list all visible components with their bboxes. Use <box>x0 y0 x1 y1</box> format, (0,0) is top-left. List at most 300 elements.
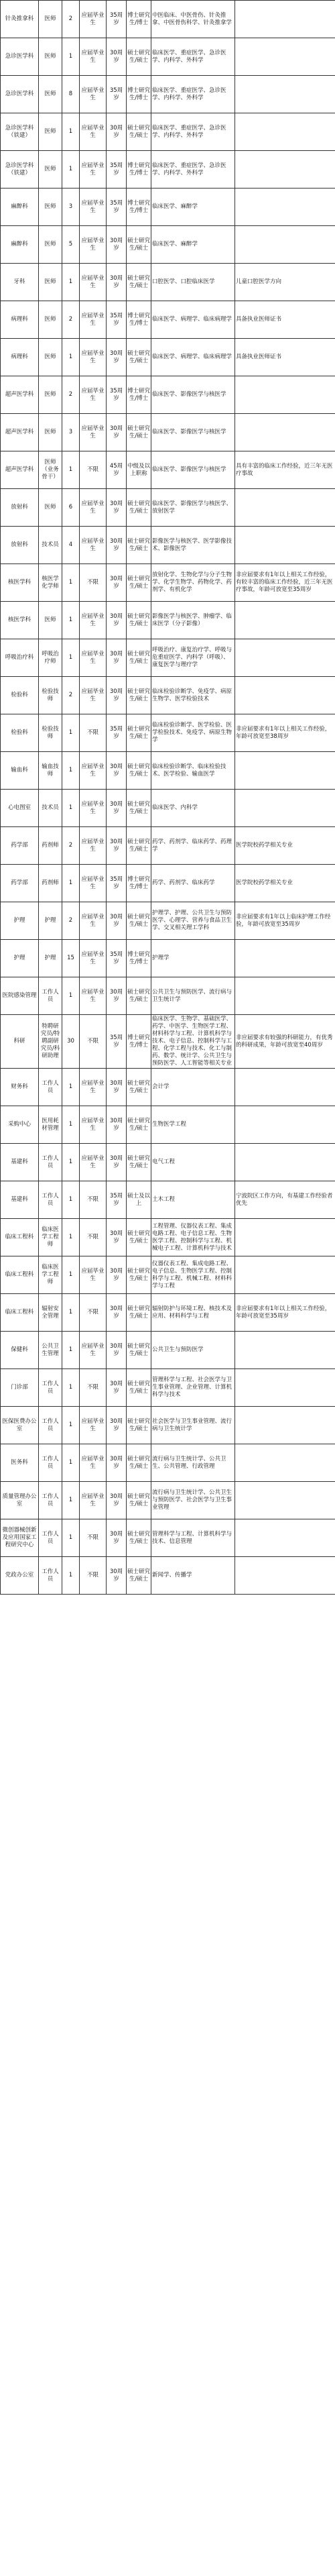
education-cell: 硕士研究生/硕士 <box>127 1332 151 1369</box>
post-cell: 医师 <box>39 414 62 451</box>
count-cell: 1 <box>62 339 80 376</box>
requirement-cell <box>235 1106 335 1144</box>
requirement-cell <box>235 1219 335 1256</box>
dept-cell: 药学部 <box>1 865 39 902</box>
requirement-cell <box>235 76 335 113</box>
education-cell: 硕士研究生/硕士 <box>127 790 151 827</box>
requirement-cell <box>235 1482 335 1519</box>
education-cell: 博士研究生/博士 <box>127 151 151 189</box>
dept-cell: 病理科 <box>1 301 39 339</box>
age-cell: 35周岁 <box>107 1181 127 1219</box>
dept-cell: 保健科 <box>1 1332 39 1369</box>
count-cell: 2 <box>62 677 80 714</box>
table-row <box>1 790 335 827</box>
table-row <box>1 226 335 264</box>
count-cell: 3 <box>62 414 80 451</box>
source-cell: 应届毕业生 <box>80 113 107 151</box>
dept-cell: 呼吸治疗科 <box>1 639 39 677</box>
source-cell: 应届毕业生 <box>80 752 107 790</box>
post-cell: 临床医学工程师 <box>39 1219 62 1256</box>
education-cell: 硕士及以上 <box>127 1181 151 1219</box>
table-row <box>1 639 335 677</box>
requirement-cell: 非应届要求有较强的科研能力，有优秀的科研成果，年龄可放宽至40周岁 <box>235 1015 335 1069</box>
age-cell: 30周岁 <box>107 489 127 527</box>
count-cell: 1 <box>62 1444 80 1482</box>
age-cell: 30周岁 <box>107 1557 127 1595</box>
count-cell: 1 <box>62 602 80 639</box>
major-cell: 临床检验诊断学、临床检验技术、医学检验、输血医学 <box>151 752 235 790</box>
requirement-cell: 宁波院区工作方向，有基建工作经验者优先 <box>235 1181 335 1219</box>
age-cell: 30周岁 <box>107 339 127 376</box>
education-cell: 硕士研究生/硕士 <box>127 1444 151 1482</box>
count-cell: 1 <box>62 714 80 752</box>
dept-cell: 心电图室 <box>1 790 39 827</box>
count-cell: 1 <box>62 1519 80 1557</box>
post-cell: 工作人员 <box>39 1444 62 1482</box>
dept-cell: 临床工程科 <box>1 1219 39 1256</box>
dept-cell: 检验科 <box>1 714 39 752</box>
post-cell: 工作人员 <box>39 977 62 1015</box>
source-cell: 不限 <box>80 451 107 489</box>
post-cell: 医师 <box>39 189 62 226</box>
dept-cell: 急诊医学科 <box>1 76 39 113</box>
count-cell: 1 <box>62 451 80 489</box>
major-cell: 临床医学、影像医学与核医学 <box>151 414 235 451</box>
education-cell: 硕士研究生/硕士 <box>127 564 151 602</box>
count-cell: 1 <box>62 1332 80 1369</box>
post-cell: 工作人员 <box>39 1069 62 1106</box>
requirement-cell <box>235 226 335 264</box>
source-cell: 应届毕业生 <box>80 865 107 902</box>
major-cell: 口腔医学、口腔临床医学 <box>151 264 235 301</box>
education-cell: 中级及以上职称 <box>127 451 151 489</box>
education-cell: 硕士研究生/硕士 <box>127 113 151 151</box>
dept-cell: 牙科 <box>1 264 39 301</box>
table-row <box>1 564 335 602</box>
requirement-cell <box>235 1407 335 1444</box>
table-row <box>1 189 335 226</box>
table-row <box>1 1557 335 1595</box>
post-cell: 技术员 <box>39 790 62 827</box>
table-row <box>1 264 335 301</box>
source-cell: 不限 <box>80 1519 107 1557</box>
education-cell: 硕士研究生/硕士 <box>127 1557 151 1595</box>
education-cell: 博士研究生/博士 <box>127 76 151 113</box>
major-cell: 临床医学、病理学、临床病理学 <box>151 339 235 376</box>
age-cell: 30周岁 <box>107 38 127 76</box>
count-cell: 1 <box>62 1369 80 1407</box>
table-row <box>1 113 335 151</box>
dept-cell: 财务科 <box>1 1069 39 1106</box>
count-cell: 1 <box>62 151 80 189</box>
education-cell: 博士研究生/博士 <box>127 940 151 977</box>
requirement-cell <box>235 1519 335 1557</box>
major-cell: 流行病与卫生统计学、公共卫生与预防医学、社会医学与卫生事业管理 <box>151 1482 235 1519</box>
education-cell: 硕士研究生/硕士 <box>127 602 151 639</box>
age-cell: 30周岁 <box>107 677 127 714</box>
count-cell: 1 <box>62 790 80 827</box>
dept-cell: 医务科 <box>1 1444 39 1482</box>
source-cell: 应届毕业生 <box>80 151 107 189</box>
count-cell: 5 <box>62 226 80 264</box>
major-cell: 临床医学、影像医学与核医学、放射医学 <box>151 489 235 527</box>
requirement-cell <box>235 1069 335 1106</box>
post-cell: 工作人员 <box>39 1557 62 1595</box>
table-row <box>1 865 335 902</box>
age-cell: 30周岁 <box>107 113 127 151</box>
table-row <box>1 376 335 414</box>
table-row <box>1 1 335 38</box>
requirement-cell <box>235 113 335 151</box>
major-cell: 临床医学、重症医学、急诊医学、内科学、外科学 <box>151 38 235 76</box>
education-cell: 博士研究生/博士 <box>127 189 151 226</box>
major-cell: 临床医学、麻醉学 <box>151 189 235 226</box>
education-cell: 硕士研究生/硕士 <box>127 339 151 376</box>
post-cell: 检验技师 <box>39 714 62 752</box>
count-cell: 1 <box>62 1482 80 1519</box>
education-cell: 硕士研究生/硕士 <box>127 977 151 1015</box>
count-cell: 1 <box>62 1181 80 1219</box>
source-cell: 应届毕业生 <box>80 1256 107 1294</box>
dept-cell: 超声医学科 <box>1 414 39 451</box>
age-cell: 30周岁 <box>107 1407 127 1444</box>
post-cell: 辐射安全管理 <box>39 1294 62 1332</box>
age-cell: 35周岁 <box>107 940 127 977</box>
education-cell: 博士研究生/博士 <box>127 1015 151 1069</box>
post-cell: 护理 <box>39 902 62 940</box>
major-cell: 公共卫生与预防医学、流行病与卫生统计学 <box>151 977 235 1015</box>
dept-cell: 核医学科 <box>1 602 39 639</box>
major-cell: 生物医学工程 <box>151 1106 235 1144</box>
requirement-cell: 具有丰富的临床工作经验，近三年无医疗事故 <box>235 451 335 489</box>
source-cell: 应届毕业生 <box>80 1444 107 1482</box>
source-cell: 不限 <box>80 1294 107 1332</box>
major-cell: 临床检验诊断学、医学检验、医学检验技术、免疫学、病原生物学 <box>151 714 235 752</box>
source-cell: 应届毕业生 <box>80 376 107 414</box>
major-cell: 放射化学、生物化学与分子生物学、化学生物学、药物化学、药剂学、有机化学 <box>151 564 235 602</box>
table-row <box>1 1181 335 1219</box>
major-cell: 临床医学、病理学、临床病理学 <box>151 301 235 339</box>
requirement-cell <box>235 1256 335 1294</box>
major-cell: 临床检验诊断学、免疫学、病原生物学、医学检验技术 <box>151 677 235 714</box>
table-row <box>1 527 335 564</box>
source-cell: 应届毕业生 <box>80 1482 107 1519</box>
requirement-cell <box>235 790 335 827</box>
count-cell: 2 <box>62 301 80 339</box>
dept-cell: 护理 <box>1 940 39 977</box>
requirement-cell <box>235 1557 335 1595</box>
source-cell: 应届毕业生 <box>80 977 107 1015</box>
table-row <box>1 414 335 451</box>
source-cell: 应届毕业生 <box>80 1 107 38</box>
age-cell: 30周岁 <box>107 264 127 301</box>
requirement-cell <box>235 639 335 677</box>
dept-cell: 麻醉科 <box>1 226 39 264</box>
table-row <box>1 902 335 940</box>
post-cell: 医师 <box>39 264 62 301</box>
education-cell: 硕士研究生/硕士 <box>127 1294 151 1332</box>
major-cell: 会计学 <box>151 1069 235 1106</box>
post-cell: 医师 <box>39 339 62 376</box>
requirement-cell: 非应届要求有1年以上相关工作经验，有较丰富的临床工作经验，近三年无医疗事故，年龄可放宽至35周岁 <box>235 564 335 602</box>
source-cell: 不限 <box>80 1557 107 1595</box>
major-cell: 流行病与卫生统计学、公共卫生、公共管理、行政管理 <box>151 1444 235 1482</box>
post-cell: 呼吸治疗师 <box>39 639 62 677</box>
count-cell: 2 <box>62 902 80 940</box>
source-cell: 应届毕业生 <box>80 1069 107 1106</box>
education-cell: 博士研究生/博士 <box>127 301 151 339</box>
age-cell: 30周岁 <box>107 1106 127 1144</box>
count-cell: 1 <box>62 1144 80 1181</box>
education-cell: 硕士研究生/硕士 <box>127 1519 151 1557</box>
source-cell: 应届毕业生 <box>80 1407 107 1444</box>
major-cell: 中医临床、中医骨伤、针灸推拿、中医骨伤科学、针灸推拿学 <box>151 1 235 38</box>
major-cell: 呼吸治疗、康复治疗学、呼吸与危重症医学、内科学（呼吸）、康复医学与理疗学 <box>151 639 235 677</box>
source-cell: 应届毕业生 <box>80 226 107 264</box>
count-cell: 1 <box>62 1219 80 1256</box>
requirement-cell <box>235 602 335 639</box>
count-cell: 2 <box>62 1 80 38</box>
age-cell: 35周岁 <box>107 1015 127 1069</box>
count-cell: 1 <box>62 752 80 790</box>
dept-cell: 急诊医学科（铁建） <box>1 151 39 189</box>
major-cell: 临床医学、重症医学、急诊医学、内科学、外科学 <box>151 113 235 151</box>
count-cell: 1 <box>62 1069 80 1106</box>
requirement-cell <box>235 977 335 1015</box>
education-cell: 硕士研究生/硕士 <box>127 714 151 752</box>
post-cell: 工作人员 <box>39 1482 62 1519</box>
education-cell: 硕士研究生/硕士 <box>127 38 151 76</box>
major-cell: 仪器仪表工程、集成电路工程、电子信息、生物医学工程、控制科学与工程、机械工程、材料科学与工程 <box>151 1256 235 1294</box>
post-cell: 核医学化学师 <box>39 564 62 602</box>
age-cell: 30周岁 <box>107 602 127 639</box>
dept-cell: 病理科 <box>1 339 39 376</box>
source-cell: 应届毕业生 <box>80 902 107 940</box>
source-cell: 应届毕业生 <box>80 414 107 451</box>
table-row <box>1 1256 335 1294</box>
requirement-cell <box>235 489 335 527</box>
requirement-cell: 具备执业医师证书 <box>235 301 335 339</box>
major-cell: 护理学 <box>151 940 235 977</box>
source-cell: 应届毕业生 <box>80 527 107 564</box>
count-cell: 2 <box>62 827 80 865</box>
education-cell: 硕士研究生/硕士 <box>127 1369 151 1407</box>
source-cell: 应届毕业生 <box>80 940 107 977</box>
requirement-cell: 非应届要求有1年以上临床护理工作经验，年龄可放宽至35周岁 <box>235 902 335 940</box>
requirement-cell <box>235 677 335 714</box>
table-body <box>1 1 335 1595</box>
count-cell: 1 <box>62 1106 80 1144</box>
post-cell: 药剂师 <box>39 865 62 902</box>
dept-cell: 超声医学科 <box>1 376 39 414</box>
age-cell: 30周岁 <box>107 1256 127 1294</box>
education-cell: 硕士研究生/硕士 <box>127 1219 151 1256</box>
table-row <box>1 1407 335 1444</box>
requirement-cell <box>235 376 335 414</box>
age-cell: 30周岁 <box>107 752 127 790</box>
count-cell: 2 <box>62 376 80 414</box>
dept-cell: 门诊部 <box>1 1369 39 1407</box>
dept-cell: 基建科 <box>1 1144 39 1181</box>
post-cell: 工作人员 <box>39 1181 62 1219</box>
requirement-cell <box>235 752 335 790</box>
post-cell: 医师 <box>39 489 62 527</box>
table-row <box>1 1444 335 1482</box>
source-cell: 应届毕业生 <box>80 1144 107 1181</box>
post-cell: 工作人员 <box>39 1407 62 1444</box>
table-row <box>1 714 335 752</box>
requirement-cell <box>235 1444 335 1482</box>
source-cell: 应届毕业生 <box>80 76 107 113</box>
dept-cell: 急诊医学科（铁建） <box>1 113 39 151</box>
education-cell: 硕士研究生/硕士 <box>127 264 151 301</box>
education-cell: 硕士研究生/硕士 <box>127 414 151 451</box>
post-cell: 医用耗材管理 <box>39 1106 62 1144</box>
dept-cell: 超声医学科 <box>1 451 39 489</box>
education-cell: 硕士研究生/硕士 <box>127 489 151 527</box>
dept-cell: 护理 <box>1 902 39 940</box>
major-cell: 临床医学、内科学 <box>151 790 235 827</box>
age-cell: 30周岁 <box>107 226 127 264</box>
requirement-cell <box>235 1369 335 1407</box>
post-cell: 工作人员 <box>39 1369 62 1407</box>
table-row <box>1 752 335 790</box>
source-cell: 应届毕业生 <box>80 639 107 677</box>
table-row <box>1 1219 335 1256</box>
source-cell: 不限 <box>80 714 107 752</box>
post-cell: 医师 <box>39 113 62 151</box>
age-cell: 35周岁 <box>107 865 127 902</box>
dept-cell: 急诊医学科 <box>1 38 39 76</box>
source-cell: 不限 <box>80 1219 107 1256</box>
table-row <box>1 151 335 189</box>
table-row <box>1 1482 335 1519</box>
post-cell: 药剂师 <box>39 827 62 865</box>
dept-cell: 临床工程科 <box>1 1256 39 1294</box>
dept-cell: 党政办公室 <box>1 1557 39 1595</box>
dept-cell: 微创器械创新及应用国家工程研究中心 <box>1 1519 39 1557</box>
dept-cell: 放射科 <box>1 489 39 527</box>
post-cell: 医师（业务骨干） <box>39 451 62 489</box>
table-row <box>1 76 335 113</box>
count-cell: 1 <box>62 865 80 902</box>
major-cell: 药学、药剂学、临床药学 <box>151 865 235 902</box>
age-cell: 30周岁 <box>107 527 127 564</box>
dept-cell: 医保医费办公室 <box>1 1407 39 1444</box>
post-cell: 输血技师 <box>39 752 62 790</box>
education-cell: 硕士研究生/硕士 <box>127 902 151 940</box>
table-row <box>1 827 335 865</box>
table-row <box>1 301 335 339</box>
education-cell: 硕士研究生/硕士 <box>127 639 151 677</box>
age-cell: 30周岁 <box>107 1369 127 1407</box>
major-cell: 新闻学、传播学 <box>151 1557 235 1595</box>
source-cell: 应届毕业生 <box>80 301 107 339</box>
post-cell: 医师 <box>39 226 62 264</box>
age-cell: 35周岁 <box>107 714 127 752</box>
requirement-cell <box>235 189 335 226</box>
table-row <box>1 1332 335 1369</box>
source-cell: 应届毕业生 <box>80 489 107 527</box>
education-cell: 硕士研究生/硕士 <box>127 677 151 714</box>
table-row <box>1 602 335 639</box>
table-row <box>1 1069 335 1106</box>
post-cell: 临床医学工程师 <box>39 1256 62 1294</box>
table-row <box>1 1015 335 1069</box>
age-cell: 30周岁 <box>107 1294 127 1332</box>
major-cell: 影像医学与核医学、肿瘤学、临床医学（分子影像） <box>151 602 235 639</box>
education-cell: 硕士研究生/硕士 <box>127 1482 151 1519</box>
dept-cell: 科研 <box>1 1015 39 1069</box>
dept-cell: 药学部 <box>1 827 39 865</box>
age-cell: 45周岁 <box>107 451 127 489</box>
major-cell: 临床医学、生物学、基础医学、药学、中医学、生物医学工程、材料科学与工程、计算机科学与技术、电子信息、控制科学与工程、化学工程与技术、化工与制药、数学、统计学、公共卫生与预防医学、人工智能等相关专业 <box>151 1015 235 1069</box>
major-cell: 护理学、护理、公共卫生与预防医学、心理学、营养与食品卫生学、交叉相关理工学科 <box>151 902 235 940</box>
count-cell: 15 <box>62 940 80 977</box>
count-cell: 1 <box>62 1407 80 1444</box>
count-cell: 1 <box>62 639 80 677</box>
major-cell: 临床医学、重症医学、急诊医学、内科学、外科学 <box>151 76 235 113</box>
requirement-cell: 医学院校药学相关专业 <box>235 827 335 865</box>
requirement-cell: 非应届要求有1年以上相关工作经验，年龄可放宽至35周岁 <box>235 1294 335 1332</box>
table-row <box>1 1369 335 1407</box>
education-cell: 博士研究生/博士 <box>127 376 151 414</box>
table-row <box>1 451 335 489</box>
major-cell: 临床医学、影像医学与核医学 <box>151 451 235 489</box>
age-cell: 35周岁 <box>107 189 127 226</box>
dept-cell: 输血科 <box>1 752 39 790</box>
education-cell: 硕士研究生/硕士 <box>127 527 151 564</box>
post-cell: 医师 <box>39 38 62 76</box>
source-cell: 应届毕业生 <box>80 339 107 376</box>
post-cell: 医师 <box>39 151 62 189</box>
requirement-cell <box>235 38 335 76</box>
age-cell: 30周岁 <box>107 1219 127 1256</box>
education-cell: 硕士研究生/硕士 <box>127 1407 151 1444</box>
count-cell: 1 <box>62 564 80 602</box>
count-cell: 1 <box>62 1557 80 1595</box>
requirement-cell <box>235 940 335 977</box>
post-cell: 医师 <box>39 76 62 113</box>
count-cell: 6 <box>62 489 80 527</box>
post-cell: 护理 <box>39 940 62 977</box>
requirement-cell <box>235 151 335 189</box>
requirement-cell: 医学院校药学相关专业 <box>235 865 335 902</box>
requirement-cell <box>235 527 335 564</box>
major-cell: 公共卫生与预防医学 <box>151 1332 235 1369</box>
major-cell: 管理科学与工程、计算机科学与技术、信息管理 <box>151 1519 235 1557</box>
age-cell: 35周岁 <box>107 76 127 113</box>
age-cell: 30周岁 <box>107 1444 127 1482</box>
source-cell: 应届毕业生 <box>80 1106 107 1144</box>
education-cell: 硕士研究生/硕士 <box>127 226 151 264</box>
dept-cell: 针灸推拿科 <box>1 1 39 38</box>
table-row <box>1 940 335 977</box>
age-cell: 30周岁 <box>107 639 127 677</box>
age-cell: 35周岁 <box>107 1 127 38</box>
count-cell: 1 <box>62 977 80 1015</box>
requirement-cell <box>235 1144 335 1181</box>
age-cell: 35周岁 <box>107 301 127 339</box>
dept-cell: 基建科 <box>1 1181 39 1219</box>
post-cell: 公共卫生管理 <box>39 1332 62 1369</box>
count-cell: 8 <box>62 76 80 113</box>
table-row <box>1 1144 335 1181</box>
major-cell: 社会医学与卫生事业管理、流行病与卫生统计学 <box>151 1407 235 1444</box>
source-cell: 不限 <box>80 1015 107 1069</box>
age-cell: 35周岁 <box>107 376 127 414</box>
major-cell: 电气工程 <box>151 1144 235 1181</box>
